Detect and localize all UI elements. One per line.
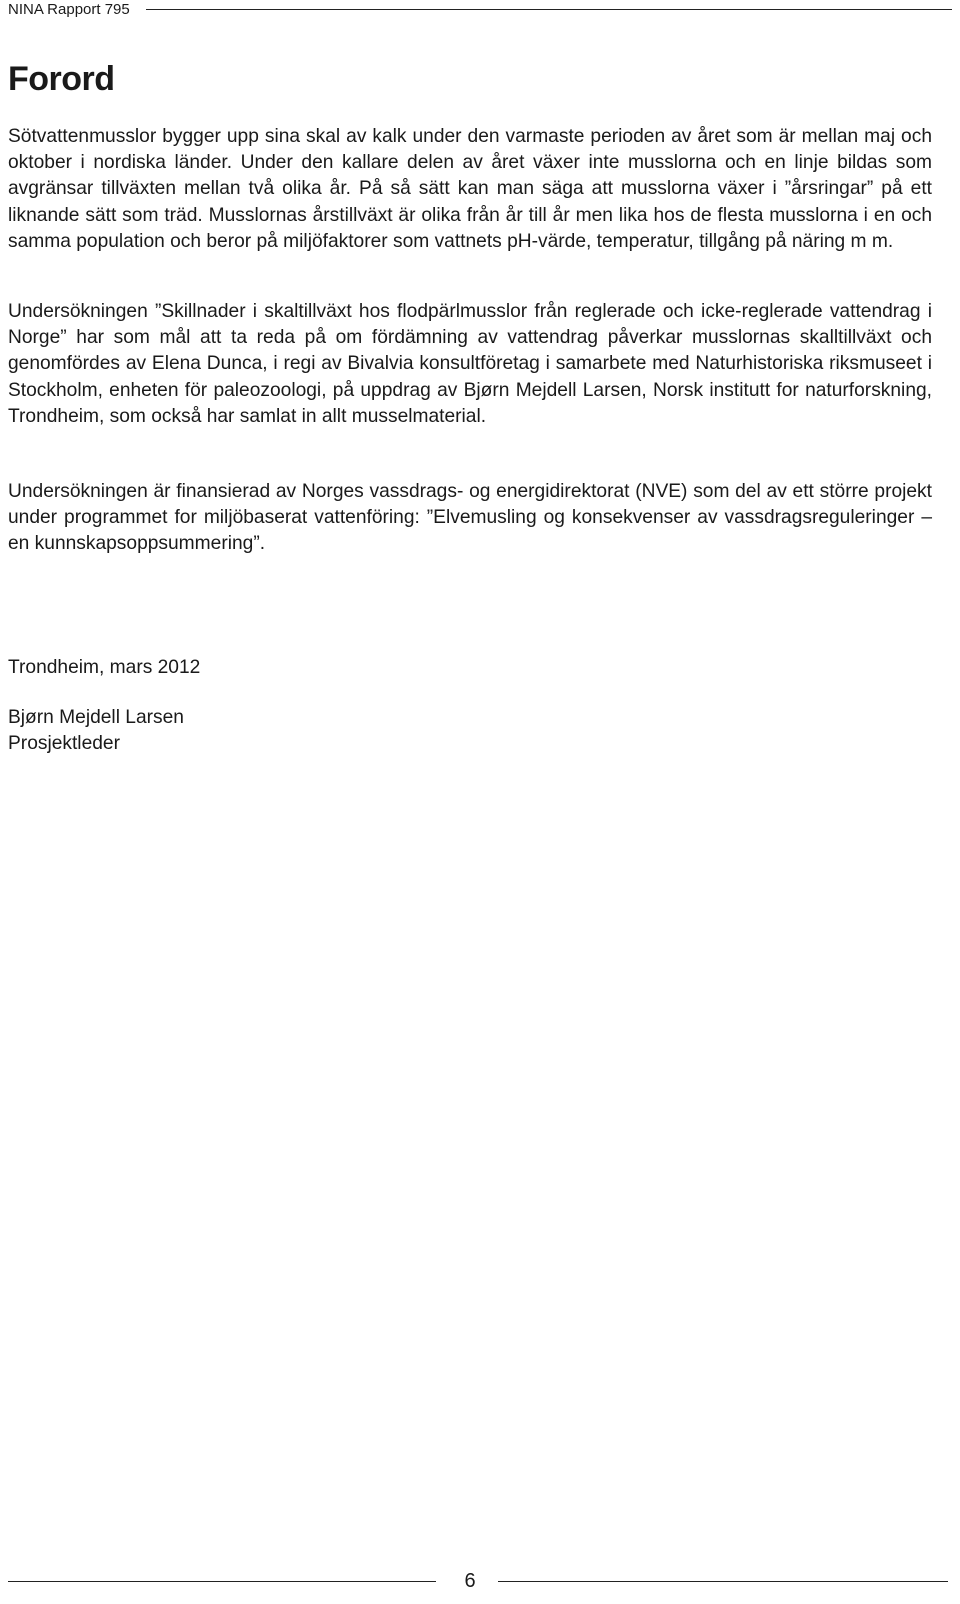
paragraph-1: Sötvattenmusslor bygger upp sina skal av kalk under den varmaste perioden av året som är mellan maj och oktober i nordiska länder. Under den kallare delen av året växer inte musslorna och en linje bildas som avgränsar tillväxten mellan två olika år. På så sätt kan man säga att musslorna växer i ”årsringar” på ett liknande sätt som träd. Musslornas årstillväxt är olika från år till år men lika hos de flesta musslorna i en och samma population och beror på miljöfaktorer som vattnets pH-värde, temperatur, tillgång på näring m m. [8, 126, 932, 252]
page-footer [0, 1560, 960, 1604]
page-header [8, 0, 952, 22]
page-title: Forord [8, 60, 115, 98]
place-date: Trondheim, mars 2012 [8, 657, 201, 678]
signer-role: Prosjektleder [8, 733, 120, 754]
header-rule [146, 9, 952, 10]
signer-name: Bjørn Mejdell Larsen [8, 707, 184, 728]
footer-rule-left [8, 1581, 436, 1582]
report-label: NINA Rapport 795 [8, 1, 130, 18]
paragraph-3: Undersökningen är finansierad av Norges vassdrags- og energidirektorat (NVE) som del av ett större projekt under programmet for miljöbaserat vattenföring: ”Elvemusling og konsekvenser av vassdragsreguleringer – en kunnskapsoppsummering”. [8, 481, 932, 555]
footer-rule-right [498, 1581, 948, 1582]
paragraph-2: Undersökningen ”Skillnader i skaltillväxt hos flodpärlmusslor från reglerade och icke-reglerade vattendrag i Norge” har som mål att ta reda på om fördämning av vattendrag påverkar musslornas skalltillväxt och genomfördes av Elena Dunca, i regi av Bivalvia konsultföretag i samarbete med Naturhistoriska riksmuseet i Stockholm, enheten för paleozoologi, på uppdrag av Bjørn Mejdell Larsen, Norsk institutt for naturforskning, Trondheim, som också har samlat in allt musselmaterial. [8, 301, 932, 427]
page-number: 6 [464, 1570, 476, 1592]
